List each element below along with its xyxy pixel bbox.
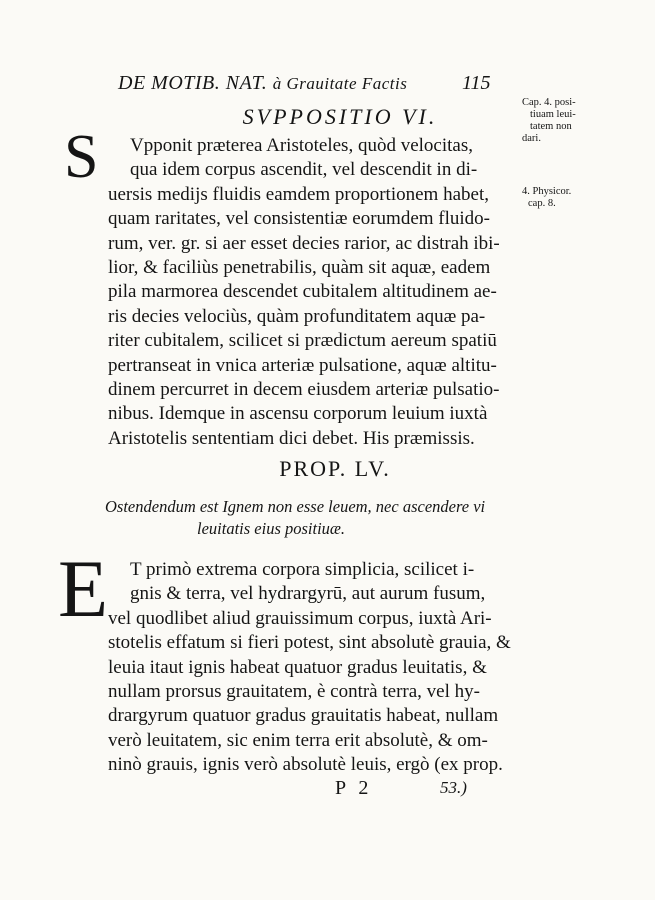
propositio-line: leuitatis eius positiuæ. bbox=[197, 519, 346, 538]
margin-note-2 bbox=[522, 186, 602, 210]
text-line: Aristotelis sententiam dici debet. His præmissis. bbox=[108, 427, 475, 449]
text-line: nullam prorsus grauitatem, è contrà terra, vel hy- bbox=[108, 681, 480, 703]
signature-mark: P 2 bbox=[335, 777, 373, 799]
margin-note-line: tiuam leui- bbox=[530, 109, 576, 120]
propositio-statement bbox=[105, 496, 525, 540]
text-line: riter cubitalem, scilicet si prædictum aereum spatiū bbox=[108, 330, 497, 352]
propositio-line: Ostendendum est Ignem non esse leuem, nec ascendere vi bbox=[105, 497, 486, 516]
propositio-heading: PROP. LV. bbox=[279, 456, 391, 481]
running-head bbox=[118, 72, 498, 95]
catchword: 53.) bbox=[440, 778, 467, 797]
margin-note-line: dari. bbox=[522, 133, 541, 144]
text-line: Vpponit præterea Aristoteles, quòd velocitas, bbox=[130, 135, 473, 156]
margin-note-line: 4. Physicor. bbox=[522, 186, 572, 197]
drop-cap-e: E bbox=[58, 543, 109, 634]
running-title: DE MOTIB. NAT. bbox=[118, 72, 268, 94]
body-paragraph bbox=[108, 558, 528, 778]
margin-note-line: Cap. 4. posi- bbox=[522, 97, 576, 108]
text-line: T primò extrema corpora simplicia, scilicet i- bbox=[130, 559, 475, 580]
text-line: rum, ver. gr. si aer esset decies rarior, ac distrah ibi- bbox=[108, 232, 500, 254]
text-line: verò leuitatem, sic enim terra erit absolutè, & om- bbox=[108, 729, 488, 751]
text-line: gnis & terra, vel hydrargyrū, aut aurum fusum, bbox=[130, 583, 486, 605]
text-line: quam raritates, vel consistentiæ eorumdem fluido- bbox=[108, 208, 491, 230]
text-line: stotelis effatum si fieri potest, sint absolutè grauia, & bbox=[108, 632, 511, 654]
suppositio-paragraph bbox=[108, 134, 528, 451]
text-line: pertranseat in vnica arteriæ pulsatione, aquæ altitu- bbox=[108, 354, 497, 376]
text-line: leuia itaut ignis habeat quatuor gradus leuitatis, & bbox=[108, 656, 487, 678]
running-subtitle: à Grauitate Factis bbox=[272, 74, 408, 93]
text-line: dinem percurret in decem eiusdem arteriæ pulsatio- bbox=[108, 379, 500, 401]
text-line: pila marmorea descendet cubitalem altitudinem ae- bbox=[108, 281, 497, 303]
suppositio-heading: SVPPOSITIO VI. bbox=[242, 104, 438, 129]
text-line: ris decies velociùs, quàm profunditatem aquæ pa- bbox=[108, 305, 486, 327]
drop-cap-s: S bbox=[64, 123, 99, 191]
page-number: 115 bbox=[462, 72, 491, 94]
text-line: vel quodlibet aliud grauissimum corpus, iuxtà Ari- bbox=[108, 607, 492, 629]
text-line: qua idem corpus ascendit, vel descendit in di- bbox=[130, 159, 478, 181]
margin-note-line: cap. 8. bbox=[528, 198, 556, 209]
margin-note-line: tatem non bbox=[530, 121, 572, 132]
text-line: drargyrum quatuor gradus grauitatis habeat, nullam bbox=[108, 705, 499, 727]
text-line: lior, & faciliùs penetrabilis, quàm sit aquæ, eadem bbox=[108, 257, 491, 279]
text-line: ninò grauis, ignis verò absolutè leuis, ergò (ex prop. bbox=[108, 754, 503, 776]
text-line: nibus. Idemque in ascensu corporum leuium iuxtà bbox=[108, 403, 488, 425]
text-line: uersis medijs fluidis eamdem proportionem habet, bbox=[108, 183, 489, 205]
